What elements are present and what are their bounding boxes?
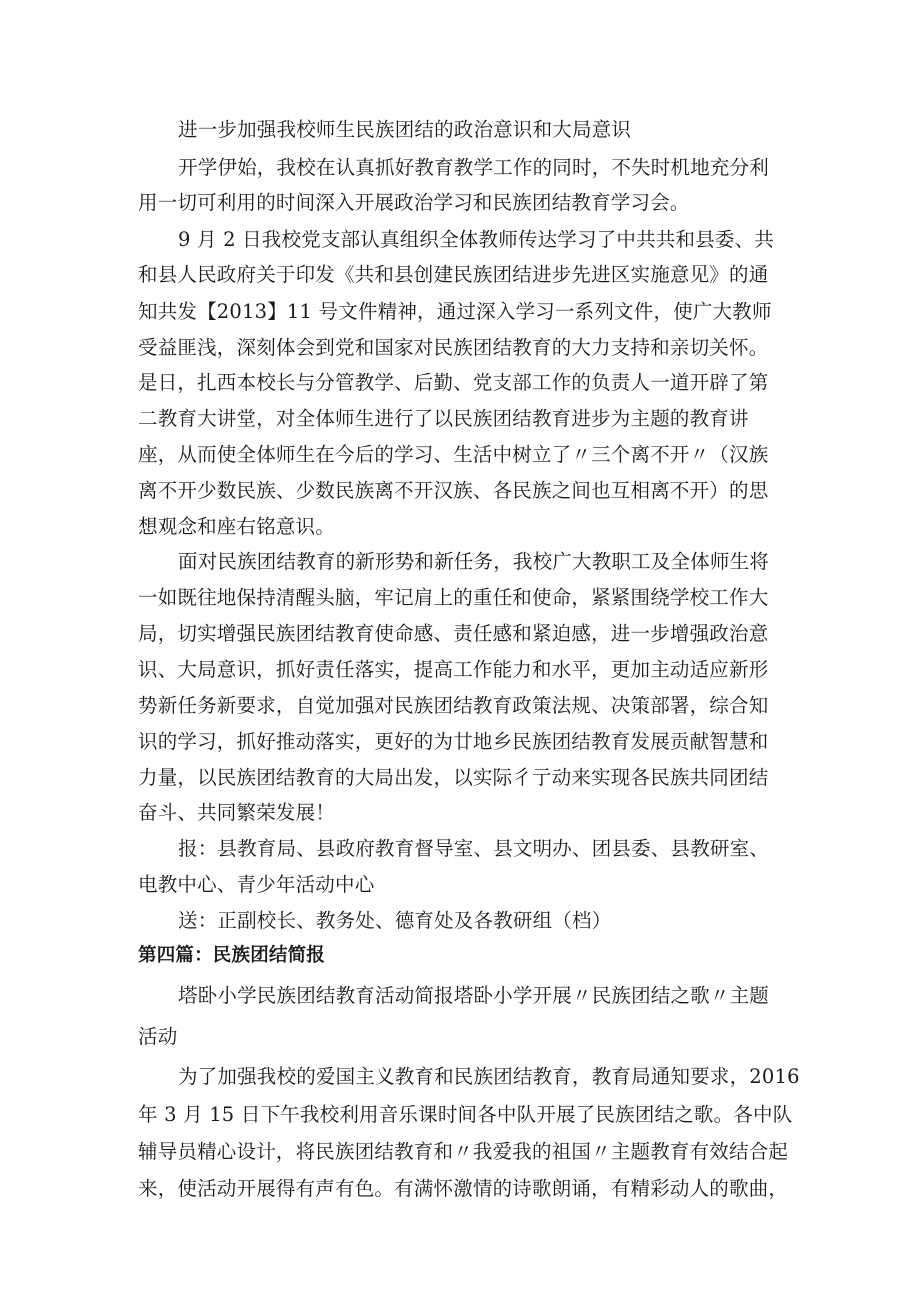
paragraph-line: 面对民族团结教育的新形势和新任务，我校广大教职工及全体师生将 xyxy=(178,550,770,573)
report-to-line: 报：县教育局、县政府教育督导室、县文明办、团县委、县教研室、 xyxy=(178,837,770,860)
paragraph-line: 来，使活动开展得有声有色。有满怀激情的诗歌朗诵，有精彩动人的歌曲， xyxy=(138,1177,789,1200)
paragraph-line: 力量，以民族团结教育的大局出发，以实际彳亍动来实现各民族共同团结 xyxy=(138,766,769,789)
paragraph-line: 想观念和座右铭意识。 xyxy=(138,515,336,538)
paragraph-line: 为了加强我校的爱国主义教育和民族团结教育，教育局通知要求，2016 xyxy=(178,1065,800,1088)
paragraph-line: 知共发【2013】11 号文件精神，通过深入学习一系列文件，使广大教师 xyxy=(138,300,772,323)
section-heading: 第四篇：民族团结简报 xyxy=(138,945,326,966)
report-to-line: 电教中心、青少年活动中心 xyxy=(138,873,375,896)
text-line: 进一步加强我校师生民族团结的政治意识和大局意识 xyxy=(178,118,632,141)
paragraph-line: 年 3 月 15 日下午我校利用音乐课时间各中队开展了民族团结之歌。各中队 xyxy=(138,1103,793,1126)
paragraph-line: 座，从而使全体师生在今后的学习、生活中树立了〃三个离不开〃（汉族 xyxy=(138,443,769,466)
paragraph-line: 二教育大讲堂，对全体师生进行了以民族团结教育进步为主题的教育讲 xyxy=(138,407,749,430)
paragraph-line: 9 月 2 日我校党支部认真组织全体教师传达学习了中共共和县委、共 xyxy=(178,228,775,251)
paragraph-line: 开学伊始，我校在认真抓好教育教学工作的同时，不失时机地充分利 xyxy=(178,156,770,179)
paragraph-line: 用一切可利用的时间深入开展政治学习和民族团结教育学习会。 xyxy=(138,191,690,214)
paragraph-line: 和县人民政府关于印发《共和县创建民族团结进步先进区实施意见》的通 xyxy=(138,263,769,286)
paragraph-line: 势新任务新要求，自觉加强对民族团结教育政策法规、决策部署，综合知 xyxy=(138,694,769,717)
paragraph-line: 局，切实增强民族团结教育使命感、责任感和紧迫感，进一步增强政治意 xyxy=(138,622,769,645)
paragraph-line: 受益匪浅，深刻体会到党和国家对民族团结教育的大力支持和亲切关怀。 xyxy=(138,336,769,359)
paragraph-line: 识、大局意识，抓好责任落实，提高工作能力和水平，更加主动适应新形 xyxy=(138,658,769,681)
paragraph-line: 离不开少数民族、少数民族离不开汉族、各民族之间也互相离不开）的思 xyxy=(138,479,769,502)
paragraph-line: 识的学习，抓好推动落实，更好的为廿地乡民族团结教育发展贡献智慧和 xyxy=(138,730,769,753)
paragraph-line: 一如既往地保持清醒头脑，牢记肩上的重任和使命，紧紧围绕学校工作大 xyxy=(138,586,769,609)
paragraph-line: 奋斗、共同繁荣发展！ xyxy=(138,801,336,824)
paragraph-line: 是日，扎西本校长与分管教学、后勤、党支部工作的负责人一道开辟了第 xyxy=(138,371,769,394)
paragraph-line: 辅导员精心设计，将民族团结教育和〃我爱我的祖国〃主题教育有效结合起 xyxy=(138,1140,789,1163)
send-to-line: 送：正副校长、教务处、德育处及各教研组（档） xyxy=(178,909,612,932)
subtitle-line: 塔卧小学民族团结教育活动简报塔卧小学开展〃民族团结之歌〃主题 xyxy=(178,984,770,1007)
subtitle-line: 活动 xyxy=(138,1025,178,1048)
